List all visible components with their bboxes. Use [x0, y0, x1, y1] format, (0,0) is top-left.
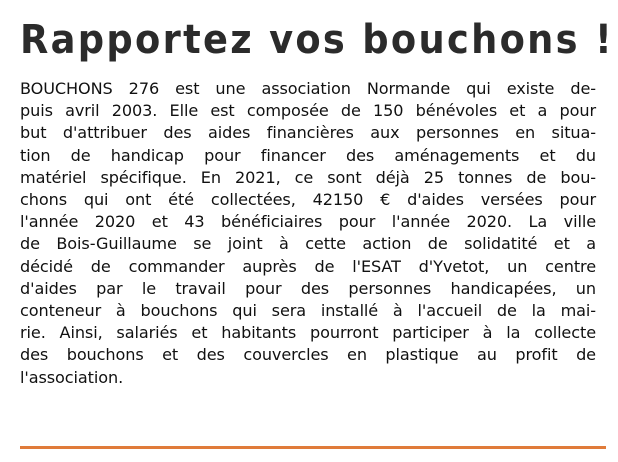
- body-line: rie. Ainsi, salariés et habitants pourront participer à la collecte: [20, 323, 596, 343]
- body-line: tion de handicap pour financer des aménagements et du: [20, 145, 596, 165]
- body-line: matériel spécifique. En 2021, ce sont déjà 25 tonnes de bou-: [20, 167, 596, 187]
- body-line: des bouchons et des couvercles en plastique au profit de: [20, 345, 596, 365]
- body-line: de Bois-Guillaume se joint à cette action de solidatité et a: [20, 234, 596, 254]
- body-line: conteneur à bouchons qui sera installé à l'accueil de la mai-: [20, 301, 596, 321]
- bottom-divider: [20, 446, 606, 449]
- body-line: l'année 2020 et 43 bénéficiaires pour l'année 2020. La ville: [20, 212, 596, 232]
- article-headline: Rapportez vos bouchons !: [20, 17, 615, 63]
- body-line: chons qui ont été collectées, 42150 € d'aides versées pour: [20, 190, 596, 210]
- article-body: [20, 78, 596, 389]
- body-line: puis avril 2003. Elle est composée de 150 bénévoles et a pour: [20, 101, 596, 121]
- body-line: but d'attribuer des aides financières aux personnes en situa-: [20, 123, 596, 143]
- body-line: d'aides par le travail pour des personnes handicapées, un: [20, 278, 596, 298]
- body-line: BOUCHONS 276 est une association Normande qui existe de-: [20, 79, 596, 98]
- body-line: l'association.: [20, 367, 124, 387]
- body-line: décidé de commander auprès de l'ESAT d'Yvetot, un centre: [20, 256, 596, 276]
